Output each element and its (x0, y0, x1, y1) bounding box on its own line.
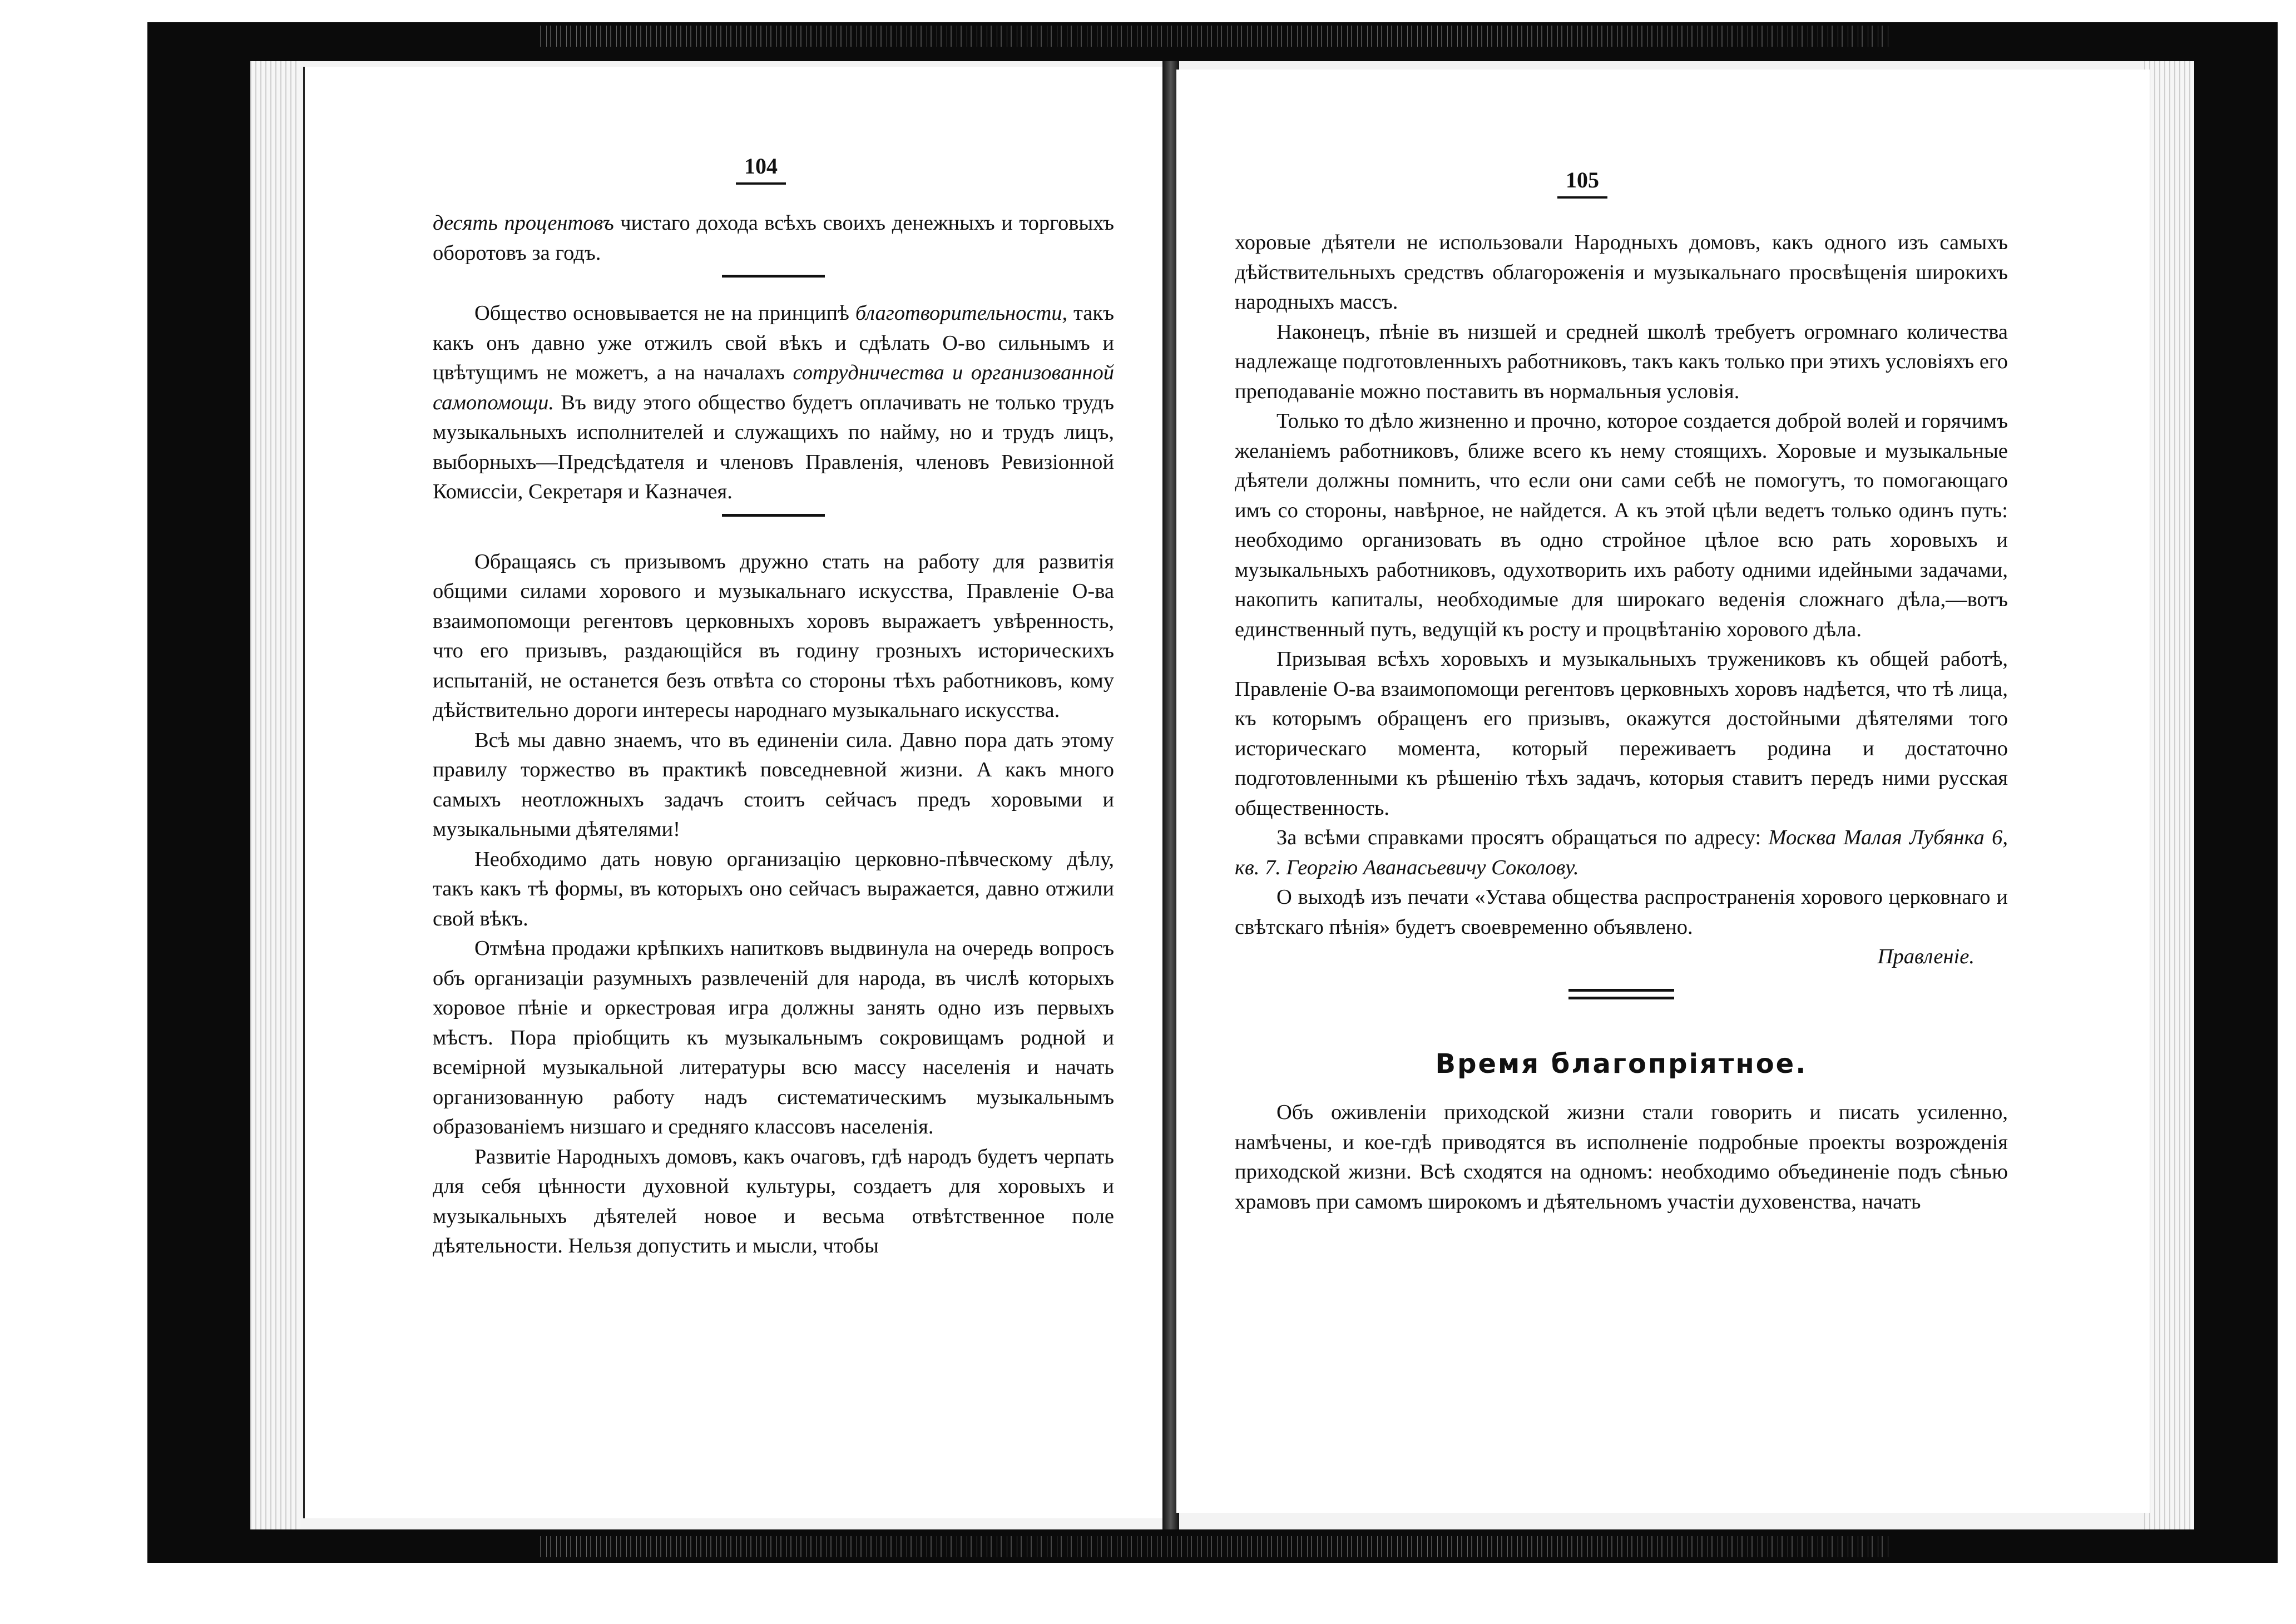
double-divider (1568, 989, 1674, 999)
paragraph: хоровые дѣятели не использовали Народныхъ домовъ, какъ одного изъ самыхъ дѣйствительныхъ средствъ облагороженія и музыкальнаго просвѣщенія широкихъ народныхъ массъ. (1235, 231, 2008, 314)
paragraph: Только то дѣло жизненно и прочно, которое создается доброй волей и горячимъ желаніемъ работниковъ, ближе всего къ нему стоящихъ. Хоровые и музыкальные дѣятели должны помнить, что если они сами себѣ не помогутъ, то помогающаго имъ со стороны, навѣрное, не найдется. А къ этой цѣли ведетъ только одинъ путь: необходимо организовать въ одно стройное цѣлое всю рать хоровыхъ и музыкальныхъ работниковъ, одухотворить ихъ работу одними идейными задачами, накопить капиталы, необходимые для широкаго веденія сложнаго дѣла,—вотъ единственный путь, ведущій къ росту и процвѣтанію хорового дѣла. (1235, 409, 2008, 641)
section-heading: Время благопріятное. (1435, 1048, 1808, 1080)
paragraph: Всѣ мы давно знаемъ, что въ единеніи сила. Давно пора дать этому правилу торжество въ практикѣ повседневной жизни. А какъ много самыхъ неотложныхъ задачъ стоитъ сейчасъ предъ хоровыми и музыкальными дѣятелями! (433, 728, 1114, 841)
paragraph: Развитіе Народныхъ домовъ, какъ очаговъ, гдѣ народъ будетъ черпать для себя цѣнности духовной культуры, создаетъ для хоровыхъ и музыкальныхъ дѣятелей новое и весьма отвѣтственное поле дѣятельности. Нельзя допустить и мысли, чтобы (433, 1145, 1114, 1257)
paragraph: Наконецъ, пѣніе въ низшей и средней школѣ требуетъ огромнаго количества надлежаще подготовленныхъ работниковъ, такъ какъ только при этихъ условіяхъ его преподаваніе можно поставить въ нормальныя условія. (1235, 320, 2008, 403)
paragraph: Призывая всѣхъ хоровыхъ и музыкальныхъ тружениковъ къ общей работѣ, Правленіе О-ва взаимопомощи регентовъ церковныхъ хоровъ надѣется, что тѣ лица, къ которымъ обращенъ его призывъ, окажутся достойными дѣятелями того историческаго момента, который переживаетъ родина и достаточно подготовленными къ рѣшенію тѣхъ задачъ, которыя ставитъ передъ ними русская общественность. (1235, 647, 2008, 820)
paragraph: Обращаясь съ призывомъ дружно стать на работу для развитія общими силами хорового и музыкальнаго искусства, Правленіе О-ва взаимопомощи регентовъ церковныхъ хоровъ выражаетъ увѣренность, что его призывъ, раздающійся въ годину грозныхъ историческихъ испытаній, не останется безъ отвѣта со стороны тѣхъ работниковъ, кому дѣйствительно дороги интересы народнаго музыкальнаго искусства. (433, 549, 1114, 722)
address: Москва Малая Лубянка 6, кв. 7. Георгію Аванасьевичу Соколову. (1235, 826, 2008, 879)
left-page (303, 67, 1168, 1518)
opening-paragraph (433, 209, 1114, 268)
paragraph: Необходимо дать новую организацію церковно-пѣвческому дѣлу, такъ какъ тѣ формы, въ которыхъ оно сейчасъ выражается, давно отжили свой вѣкъ. (433, 847, 1114, 930)
paragraph: Отмѣна продажи крѣпкихъ напитковъ выдвинула на очередь вопросъ объ организаціи разумныхъ развлеченій для народа, въ числѣ которыхъ хоровое пѣніе и оркестровая игра должны занять одно изъ первыхъ мѣстъ. Пора пріобщить къ музыкальнымъ сокровищамъ родной и всемірной музыкальной литературы всю массу населенія и начать организованную работу надъ систематическимъ музыкальнымъ образованіемъ низшаго и средняго классовъ населенія. (433, 937, 1114, 1138)
paragraph: За всѣми справками просятъ обращаться по адресу: Москва Малая Лубянка 6, кв. 7. Георгію Аванасьевичу Соколову. (1235, 826, 2008, 879)
opening-rest: чистаго дохода всѣхъ своихъ денежныхъ и торговыхъ оборотовъ за годъ. (433, 211, 1114, 265)
paragraph: О выходѣ изъ печати «Устава общества распространенія хорового церковнаго и свѣтскаго пѣнія» будетъ своевременно объявлено. (1235, 885, 2008, 939)
italic-phrase: десять процентовъ (433, 211, 614, 235)
paragraph: Общество основывается не на принципѣ благотворительности, такъ какъ онъ давно уже отжилъ свой вѣкъ и сдѣлать О-во сильнымъ и цвѣтущимъ не можетъ, а на началахъ сотрудничества и организованной самопомощи. Въ виду этого общество будетъ оплачивать не только трудъ музыкальныхъ исполнителей и служащихъ по найму, но и трудъ лицъ, выборныхъ—Предсѣдателя и членовъ Правленія, членовъ Ревизіонной Комиссіи, Секретаря и Казначея. (433, 301, 1115, 503)
page-number: 105 (1527, 167, 1638, 193)
signature: Правленіе. (1877, 945, 1975, 968)
right-page (1176, 70, 2150, 1513)
page-number: 104 (705, 153, 817, 179)
left-page-text (433, 209, 1114, 1261)
right-page-text (1235, 228, 2008, 1217)
paragraph: Объ оживленіи приходской жизни стали говорить и писать усиленно, намѣчены, и кое-гдѣ приводятся въ исполненіе подробные проекты возрожденія приходской жизни. Всѣ сходятся на одномъ: необходимо объединеніе подъ сѣнью храмовъ при самомъ широкомъ и дѣятельномъ участіи духовенства, начать (1235, 1101, 2008, 1214)
